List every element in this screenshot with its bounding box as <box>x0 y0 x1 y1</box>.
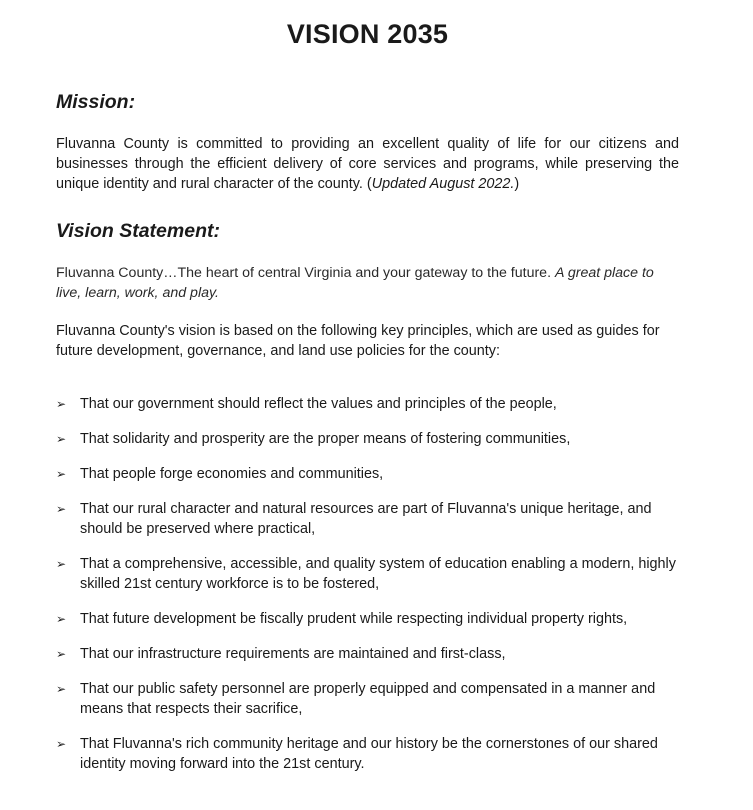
principle-text: That solidarity and prosperity are the proper means of fostering communities, <box>80 431 571 447</box>
principle-text: That our rural character and natural resources are part of Fluvanna's unique heritage, and should be preserved where practical, <box>80 501 652 537</box>
principle-text: That future development be fiscally prudent while respecting individual property rights, <box>80 611 628 627</box>
principle-text: That our infrastructure requirements are maintained and first-class, <box>80 646 506 662</box>
list-item <box>56 394 679 414</box>
list-item <box>56 554 679 594</box>
arrowhead-bullet-icon: ➢ <box>56 557 67 571</box>
principle-text: That our government should reflect the values and principles of the people, <box>80 396 557 412</box>
mission-paragraph: Fluvanna County is committed to providing an excellent quality of life for our citizens and businesses through the efficient delivery of core services and programs, while preserving the unique identity and rural character of the county. (Updated August 2022.) <box>56 136 679 192</box>
arrowhead-bullet-icon: ➢ <box>56 397 67 411</box>
principle-text: That people forge economies and communities, <box>80 466 384 482</box>
arrowhead-bullet-icon: ➢ <box>56 612 67 626</box>
arrowhead-bullet-icon: ➢ <box>56 502 67 516</box>
principle-text: That a comprehensive, accessible, and quality system of education enabling a modern, highly skilled 21st century workforce is to be fostered, <box>80 556 676 592</box>
vision-tagline: A great place to live, learn, work, and play. <box>56 265 654 301</box>
arrowhead-bullet-icon: ➢ <box>56 737 67 751</box>
principle-text: That Fluvanna's rich community heritage and our history be the cornerstones of our shared identity moving forward into the 21st century. <box>80 736 658 772</box>
mission-updated-note: Updated August 2022. <box>371 176 515 192</box>
arrowhead-bullet-icon: ➢ <box>56 647 67 661</box>
list-item <box>56 734 679 774</box>
list-item <box>56 464 679 484</box>
vision-statement-paragraph <box>56 263 679 303</box>
arrowhead-bullet-icon: ➢ <box>56 467 67 481</box>
mission-text: Fluvanna County is committed to providing an excellent quality of life for our citizens and businesses through the efficient delivery of core services and programs, while preserving the unique identity and rural character of the county. <box>56 136 679 192</box>
list-item <box>56 499 679 539</box>
arrowhead-bullet-icon: ➢ <box>56 432 67 446</box>
principles-intro: Fluvanna County's vision is based on the following key principles, which are used as guides for future development, governance, and land use policies for the county: <box>56 323 660 359</box>
list-item <box>56 429 679 449</box>
principles-list <box>56 394 679 774</box>
arrowhead-bullet-icon: ➢ <box>56 682 67 696</box>
list-item <box>56 609 679 629</box>
mission-heading: Mission: <box>56 91 136 113</box>
vision-statement: Fluvanna County…The heart of central Virginia and your gateway to the future. <box>56 265 552 281</box>
list-item <box>56 679 679 719</box>
principle-text: That our public safety personnel are properly equipped and compensated in a manner and means that respects their sacrifice, <box>80 681 656 717</box>
vision-heading: Vision Statement: <box>56 220 220 242</box>
list-item <box>56 644 679 664</box>
document-title: VISION 2035 <box>286 19 449 49</box>
